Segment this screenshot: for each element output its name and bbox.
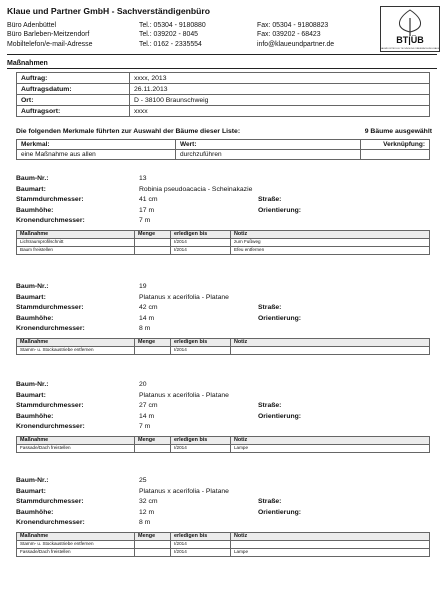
measure-cell: Fassade/Dach freistellen [17, 548, 135, 556]
tree-field-value: 25 [139, 477, 147, 484]
tree-field-value: 42 cm [139, 304, 158, 311]
measure-header-row [17, 338, 430, 347]
tree-field-label: Orientierung: [258, 508, 302, 516]
measure-cell [135, 239, 171, 247]
order-value: D - 38100 Braunschweig [130, 95, 430, 106]
tree-field-label: Baum-Nr.: [16, 175, 49, 182]
order-label: Ort: [17, 95, 130, 106]
tree-field [16, 519, 430, 530]
office-list [7, 21, 92, 49]
tree-field [16, 207, 430, 218]
criteria-table [16, 139, 430, 160]
company-name: Klaue und Partner GmbH - Sachverständigenbüro [7, 6, 210, 16]
tree-field-value: 12 m [139, 508, 155, 516]
measure-cell: Stamm- u. Stockaustriebe entfernen [17, 541, 135, 549]
criteria-cell: durchzuführen [176, 150, 361, 160]
tree-field [16, 304, 430, 315]
measure-header: Menge [135, 230, 171, 239]
measure-row [17, 239, 430, 247]
order-table [16, 72, 430, 117]
tree-field-value: 17 m [139, 206, 155, 214]
measure-row [17, 347, 430, 355]
criteria-header: Verknüpfung: [361, 140, 430, 150]
order-value: xxxx, 2013 [130, 73, 430, 84]
measure-cell: Efeu entfernen [231, 246, 430, 254]
tree-field-value: Platanus x acerifolia - Platane [139, 487, 229, 495]
header-divider [7, 54, 437, 55]
tree-field [16, 423, 430, 434]
measure-header: Notiz [231, 230, 430, 239]
criteria-header-row [17, 140, 430, 150]
measure-cell: zum Fußweg [231, 239, 430, 247]
measure-header: Maßnahme [17, 532, 135, 541]
tree-count: 9 Bäume ausgewählt [364, 128, 432, 135]
email-line: info@klaueundpartner.de [257, 40, 335, 48]
order-label: Auftrag: [17, 73, 130, 84]
tree-field [16, 294, 430, 305]
measure-header: Notiz [231, 532, 430, 541]
tree-field [16, 381, 430, 392]
measure-cell: Lampe [231, 445, 430, 453]
tree-field-label: Baumhöhe: [16, 412, 54, 420]
tree-field-label: Kronendurchmesser: [16, 519, 85, 526]
measure-cell [135, 246, 171, 254]
measure-cell: I/2014 [171, 548, 231, 556]
phone-list [139, 21, 206, 49]
office-line: Büro Adenbüttel [7, 22, 57, 29]
tree-field [16, 413, 430, 424]
measure-row [17, 445, 430, 453]
tree-field-label: Orientierung: [258, 206, 302, 214]
measure-row [17, 541, 430, 549]
measure-header-row [17, 230, 430, 239]
measure-header: erledigen bis [171, 436, 231, 445]
tree-field-value: 19 [139, 283, 147, 290]
office-line: Büro Barleben-Meitzendorf [7, 31, 90, 39]
order-label: Auftragsort: [17, 106, 130, 117]
tree-field-value: 32 cm [139, 498, 158, 505]
tree-field [16, 402, 430, 413]
measure-cell: I/2014 [171, 239, 231, 247]
measure-cell: Baum freistellen [17, 246, 135, 254]
measure-cell: Lichtraumprofilschnitt [17, 239, 135, 247]
criteria-title: Die folgenden Merkmale führten zur Auswahl der Bäume dieser Liste: [16, 128, 241, 135]
measure-header: Maßnahme [17, 230, 135, 239]
tree-field-label: Kronendurchmesser: [16, 325, 85, 332]
tree-field [16, 325, 430, 336]
measure-table [16, 338, 430, 355]
tree-field-label: Straße: [258, 304, 282, 311]
tree-field-label: Straße: [258, 498, 282, 505]
measure-cell: I/2014 [171, 246, 231, 254]
measure-cell: I/2014 [171, 445, 231, 453]
measure-cell [135, 541, 171, 549]
tree-field-value: 41 cm [139, 196, 158, 203]
measure-header: Maßnahme [17, 338, 135, 347]
measure-cell: I/2014 [171, 541, 231, 549]
order-row [17, 106, 430, 117]
tree-field-label: Baum-Nr.: [16, 477, 49, 484]
fax-line: Fax: 039202 - 68423 [257, 31, 321, 39]
measure-table [16, 230, 430, 255]
measure-header: Menge [135, 436, 171, 445]
criteria-cell [361, 150, 430, 160]
criteria-header: Merkmal: [17, 140, 176, 150]
tree-field-label: Stammdurchmesser: [16, 402, 84, 409]
tree-field-label: Baumhöhe: [16, 206, 54, 214]
measure-header: erledigen bis [171, 338, 231, 347]
tree-field-value: 14 m [139, 314, 155, 322]
tree-field-label: Baumart: [16, 293, 46, 301]
tree-field-value: Robinia pseudoacacia - Scheinakazie [139, 185, 253, 193]
tree-field [16, 488, 430, 499]
phone-line: Tel.: 039202 - 8045 [139, 31, 198, 39]
phone-line: Tel.: 0162 - 2335554 [139, 40, 202, 48]
criteria-cell: eine Maßnahme aus allen [17, 150, 176, 160]
tree-field-label: Baum-Nr.: [16, 283, 49, 290]
measure-header: erledigen bis [171, 532, 231, 541]
tree-field-label: Orientierung: [258, 412, 302, 420]
measure-header: Notiz [231, 436, 430, 445]
tree-block [16, 477, 430, 557]
phone-line: Tel.: 05304 - 9180880 [139, 22, 206, 29]
measure-cell: Fassade/Dach freistellen [17, 445, 135, 453]
order-row [17, 95, 430, 106]
measure-cell [231, 347, 430, 355]
tree-field [16, 392, 430, 403]
measure-cell [135, 548, 171, 556]
tree-block [16, 381, 430, 453]
tree-block [16, 175, 430, 255]
tree-block [16, 283, 430, 355]
fax-list [257, 21, 334, 49]
measure-cell [135, 347, 171, 355]
tree-field-value: 20 [139, 381, 147, 388]
tree-field-label: Straße: [258, 402, 282, 409]
tree-field-label: Kronendurchmesser: [16, 217, 85, 224]
tree-field-value: 8 m [139, 519, 151, 526]
order-row [17, 73, 430, 84]
tree-field [16, 196, 430, 207]
tree-field [16, 283, 430, 294]
fax-line: Fax: 05304 - 91808823 [257, 22, 329, 29]
measure-table [16, 532, 430, 557]
tree-field-value: 27 cm [139, 402, 158, 409]
measure-cell: Stamm- u. Stockaustriebe entfernen [17, 347, 135, 355]
tree-field-value: 13 [139, 175, 147, 182]
tree-field-label: Baumhöhe: [16, 314, 54, 322]
measure-header-row [17, 436, 430, 445]
tree-field-value: 7 m [139, 217, 151, 224]
measure-row [17, 548, 430, 556]
order-value: 26.11.2013 [130, 84, 430, 95]
tree-field [16, 315, 430, 326]
measure-header-row [17, 532, 430, 541]
tree-field-value: Platanus x acerifolia - Platane [139, 293, 229, 301]
measure-header: Maßnahme [17, 436, 135, 445]
tree-field-value: Platanus x acerifolia - Platane [139, 391, 229, 399]
tree-field-label: Stammdurchmesser: [16, 498, 84, 505]
order-row [17, 84, 430, 95]
tree-field-label: Stammdurchmesser: [16, 196, 84, 203]
criteria-row [17, 150, 430, 160]
section-divider [7, 68, 437, 69]
tree-field [16, 175, 430, 186]
logo-text: BT|ÜB [396, 35, 424, 45]
measure-header: Notiz [231, 338, 430, 347]
measure-cell [135, 445, 171, 453]
order-label: Auftragsdatum: [17, 84, 130, 95]
tree-field-label: Kronendurchmesser: [16, 423, 85, 430]
tree-field [16, 477, 430, 488]
tree-field-label: Baumart: [16, 185, 46, 193]
office-line: Mobiltelefon/e-mail-Adresse [7, 40, 93, 48]
measure-cell: Lampe [231, 548, 430, 556]
tree-field-label: Orientierung: [258, 314, 302, 322]
tree-field-label: Baumart: [16, 487, 46, 495]
section-title: Maßnahmen [7, 60, 48, 67]
measure-table [16, 436, 430, 453]
tree-field-value: 7 m [139, 423, 151, 430]
measure-header: Menge [135, 532, 171, 541]
tree-field [16, 498, 430, 509]
tree-field [16, 217, 430, 228]
logo-caption: BAUMKONTROLLE TECHNISCHE ÜBERWACHUNG BAUM [380, 48, 440, 50]
tree-field-label: Baumhöhe: [16, 508, 54, 516]
measure-header: erledigen bis [171, 230, 231, 239]
tree-field [16, 509, 430, 520]
order-value: xxxx [130, 106, 430, 117]
tree-field-label: Stammdurchmesser: [16, 304, 84, 311]
measure-row [17, 246, 430, 254]
tree-field-value: 8 m [139, 325, 151, 332]
tree-field [16, 186, 430, 197]
tree-field-label: Straße: [258, 196, 282, 203]
tree-field-label: Baum-Nr.: [16, 381, 49, 388]
tree-field-value: 14 m [139, 412, 155, 420]
company-logo [380, 6, 440, 52]
tree-field-label: Baumart: [16, 391, 46, 399]
measure-header: Menge [135, 338, 171, 347]
measure-cell [231, 541, 430, 549]
criteria-header: Wert: [176, 140, 361, 150]
measure-cell: I/2014 [171, 347, 231, 355]
